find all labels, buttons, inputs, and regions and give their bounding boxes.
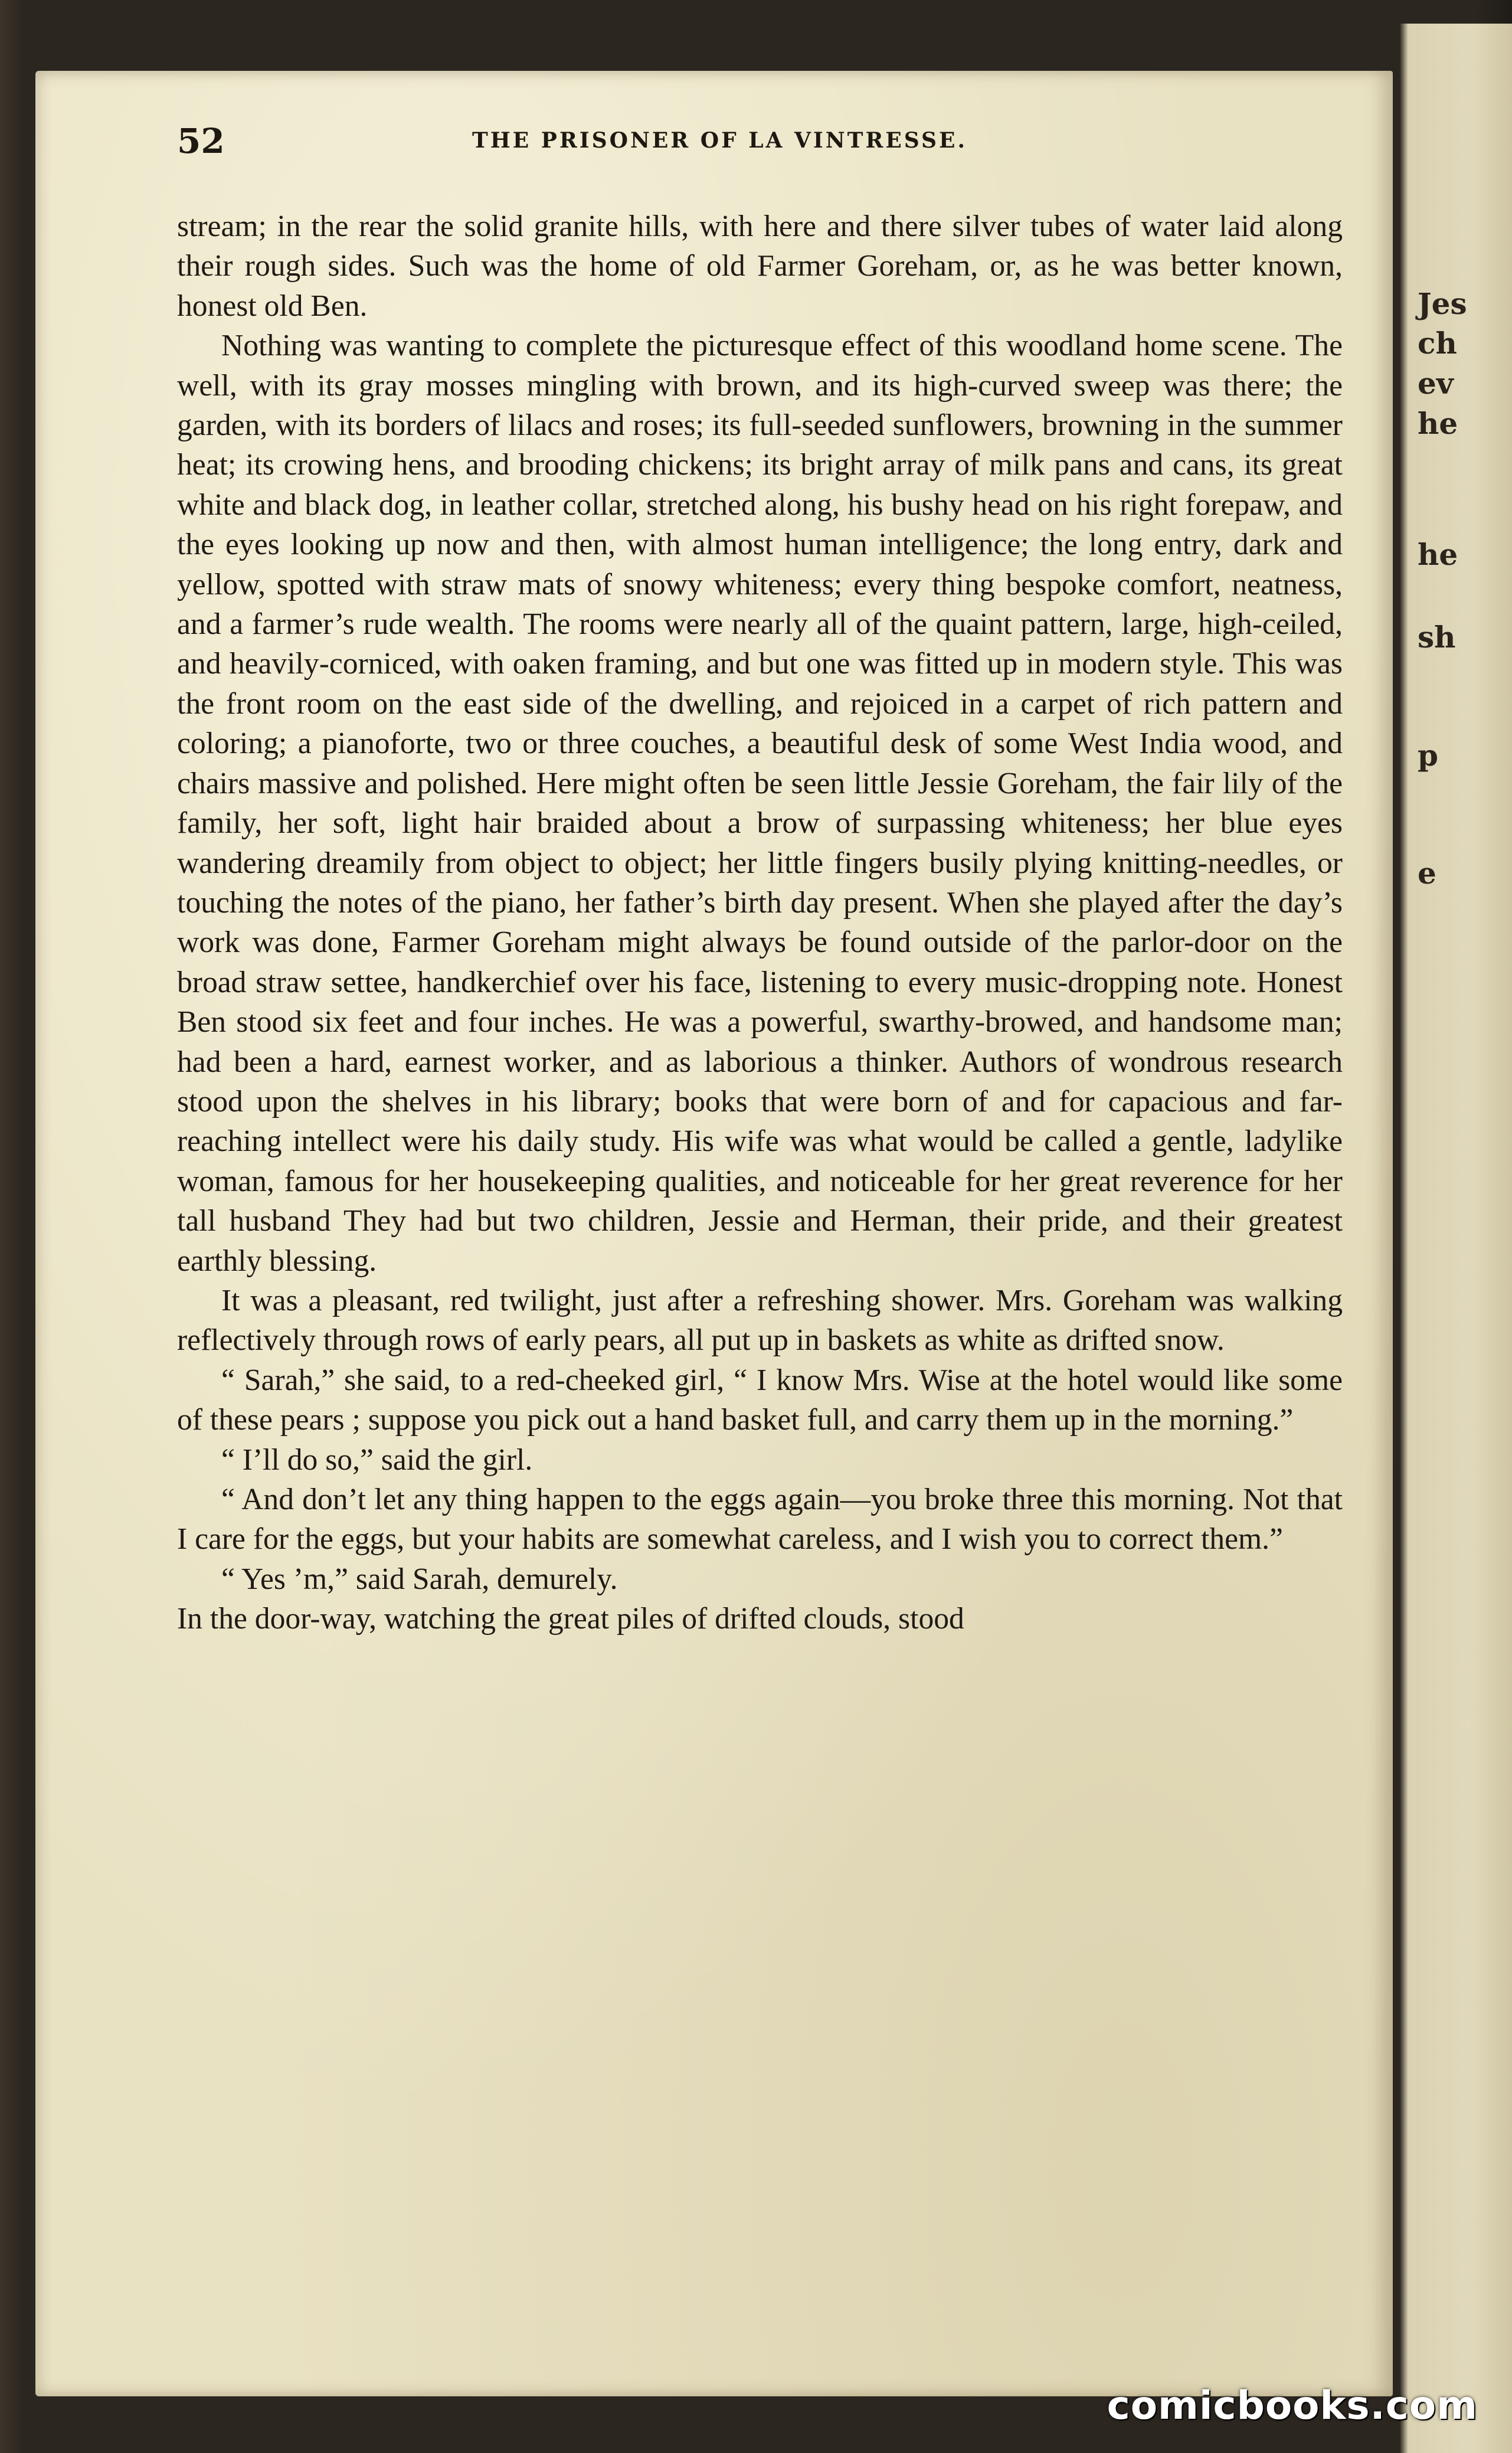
paragraph: “ Yes ’m,” said Sarah, demurely. xyxy=(221,1562,618,1596)
page-header xyxy=(177,121,1346,159)
paragraph: “ I’ll do so,” said the girl. xyxy=(221,1443,533,1477)
adjacent-fragment: ev xyxy=(1418,366,1454,401)
running-head: THE PRISONER OF LA VINTRESSE. xyxy=(472,128,967,153)
paragraph: It was a pleasant, red twilight, just after a refreshing shower. Mrs. Goreham was walking reflectively through rows of early pears, all put up in baskets as white as drifted snow. xyxy=(177,1283,1343,1358)
adjacent-fragment: sh xyxy=(1418,620,1456,655)
adjacent-fragment: ch xyxy=(1418,326,1457,361)
paragraph: In the door-way, watching the great piles of drifted clouds, stood xyxy=(177,1602,964,1636)
adjacent-fragment: he xyxy=(1418,406,1458,441)
paragraph: “ And don’t let any thing happen to the eggs again—you broke three this morning. Not that I care for the eggs, but your habits are somewhat careless, and I wish you to correct them.” xyxy=(177,1483,1343,1556)
watermark: comicbooks.com xyxy=(1107,2383,1478,2428)
adjacent-fragment: Jes xyxy=(1418,286,1467,321)
adjacent-fragment: e xyxy=(1418,856,1436,891)
paragraph: “ Sarah,” she said, to a red-cheeked girl, “ I know Mrs. Wise at the hotel would like some of these pears ; suppose you pick out a hand basket full, and carry them up in the morning.” xyxy=(177,1363,1343,1437)
adjacent-page-edge xyxy=(1400,24,1512,2453)
adjacent-fragment: he xyxy=(1418,537,1458,572)
paragraph: Nothing was wanting to complete the picturesque effect of this woodland home scene. The well, with its gray mosses mingling with brown, and its high-curved sweep was there; the garden, with its borders of lilacs and roses; its full-seeded sunflowers, browning in the summer heat; its crowing hens, and brooding chickens; its bright array of milk pans and cans, its great white and black dog, in leather collar, stretched along, his bushy head on his right forepaw, and the eyes looking up now and then, with almost human intelligence; the long entry, dark and yellow, spotted with straw mats of snowy whiteness; every thing bespoke comfort, neatness, and a farmer’s rude wealth. The rooms were nearly all of the quaint pattern, large, high-ceiled, and heavily-corniced, with oaken framing, and but one was fitted up in modern style. This was the front room on the east side of the dwelling, and rejoiced in a carpet of rich pattern and coloring; a pianoforte, two or three couches, a beautiful desk of some West India wood, and chairs massive and polished. Here might often be seen little Jessie Goreham, the fair lily of the family, her soft, light hair braided about a brow of surpassing whiteness; her blue eyes wandering dreamily from object to object; her little fingers busily plying knitting-needles, or touching the notes of the piano, her father’s birth day present. When she played after the day’s work was done, Farmer Goreham might always be found outside of the parlor-door on the broad straw settee, handkerchief over his face, listening to every music-dropping note. Honest Ben stood six feet and four inches. He was a powerful, swarthy-browed, and handsome man; had been a hard, earnest worker, and as laborious a thinker. Authors of wondrous research stood upon the shelves in his library; books that were born of and for capacious and far-reaching intellect were his daily study. His wife was what would be called a gentle, ladylike woman, famous for her housekeeping qualities, and noticeable for her great reverence for her tall husband They had but two children, Jessie and Herman, their pride, and their greatest earthly blessing. xyxy=(177,329,1343,1278)
body-text xyxy=(177,207,1343,1639)
page-number: 52 xyxy=(177,121,225,161)
paragraph: stream; in the rear the solid granite hills, with here and there silver tubes of water laid along their rough sides. Such was the home of old Farmer Goreham, or, as he was better known, honest old Ben. xyxy=(177,210,1343,323)
adjacent-fragment: p xyxy=(1418,738,1438,773)
